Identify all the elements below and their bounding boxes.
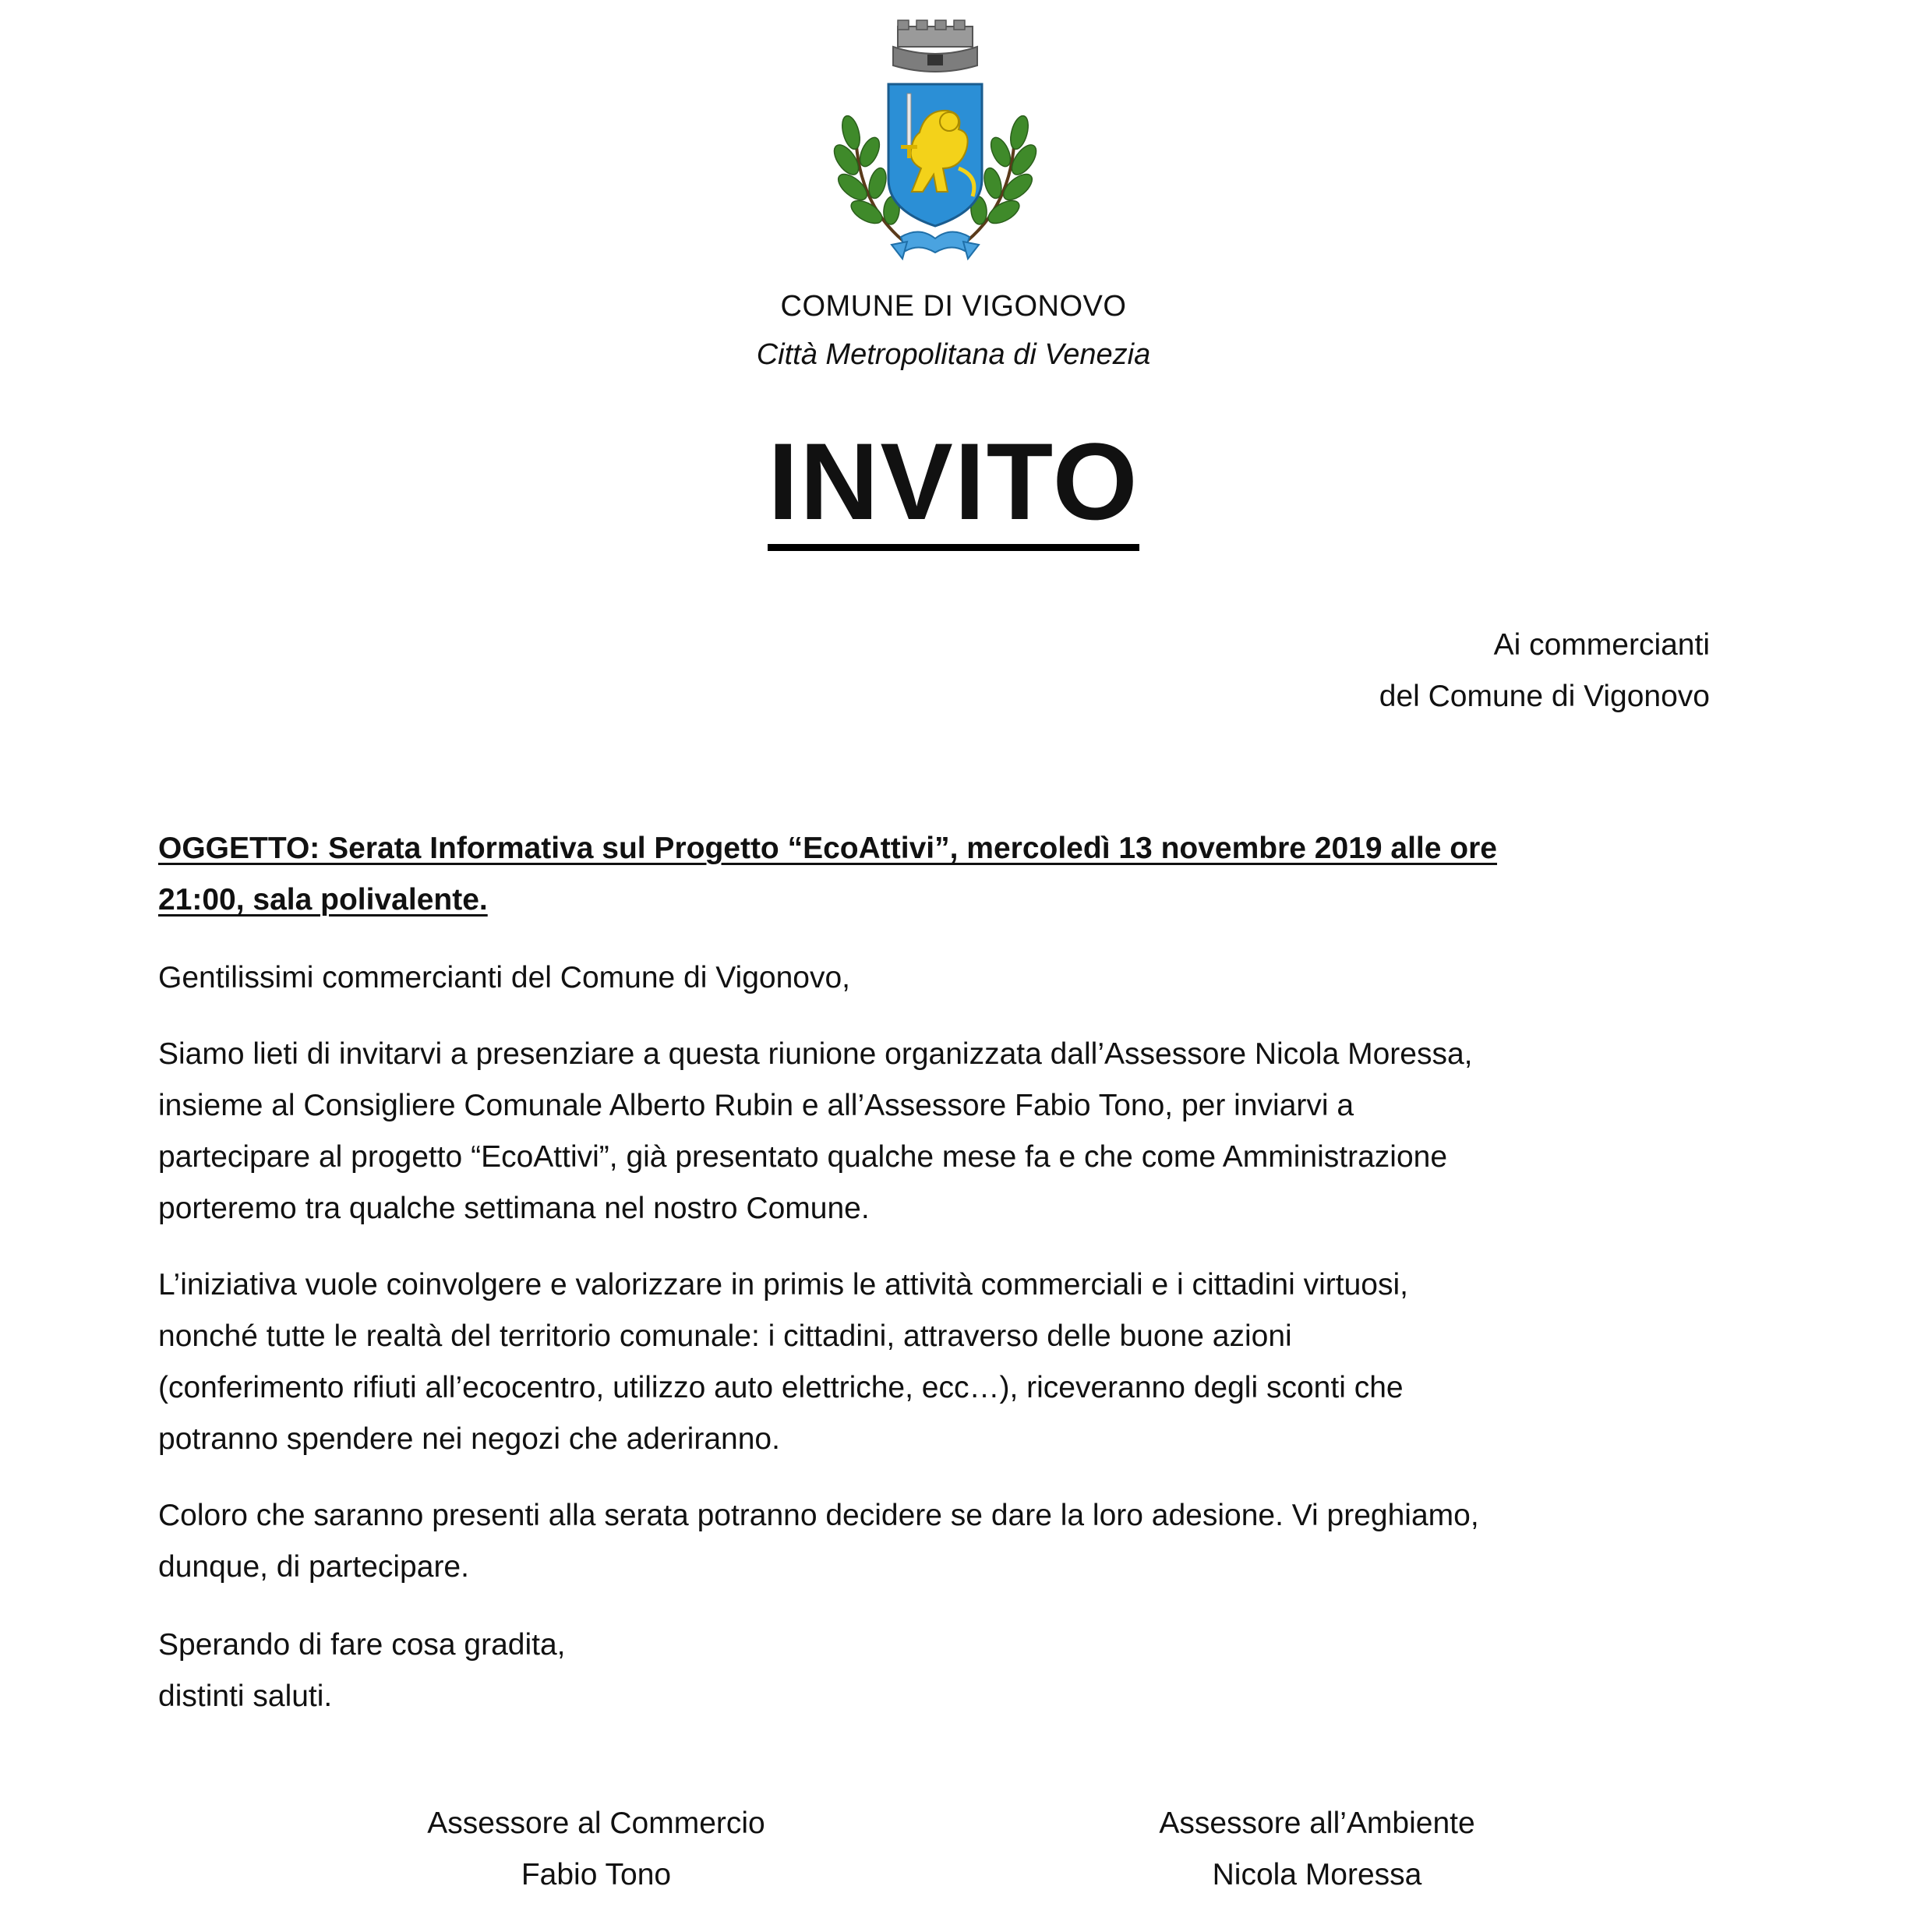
paragraph-line: Siamo lieti di invitarvi a presenziare a questa riunione organizzata dall’Assessore Nicola Moressa, [158, 1037, 1473, 1071]
paragraph-3 [158, 1490, 1732, 1593]
signature-role: Assessore al Commercio [427, 1807, 765, 1840]
recipient-line-1: Ai commercianti [1493, 628, 1710, 662]
paragraph-line: (conferimento rifiuti all’ecocentro, utilizzo auto elettriche, ecc…), riceveranno degli sconti che [158, 1371, 1404, 1404]
signature-ambiente [1044, 1798, 1590, 1901]
paragraph-1 [158, 1029, 1732, 1234]
subject-line [158, 823, 1732, 926]
signature-name: Nicola Moressa [1212, 1858, 1422, 1891]
paragraph-line: insieme al Consigliere Comunale Alberto Rubin e all’Assessore Fabio Tono, per inviarvi a [158, 1089, 1354, 1122]
paragraph-line: dunque, di partecipare. [158, 1550, 469, 1584]
paragraph-line: nonché tutte le realtà del territorio comunale: i cittadini, attraverso delle buone azioni [158, 1319, 1292, 1353]
subject-line-2: 21:00, sala polivalente. [158, 883, 488, 917]
closing-line-1: Sperando di fare cosa gradita, [158, 1628, 566, 1662]
closing [158, 1619, 1732, 1722]
paragraph-line: porteremo tra qualche settimana nel nostro Comune. [158, 1192, 870, 1225]
paragraph-line: partecipare al progetto “EcoAttivi”, già presentato qualche mese fa e che come Amministrazione [158, 1140, 1448, 1174]
title-text: INVITO [768, 427, 1139, 551]
signature-role: Assessore all’Ambiente [1159, 1807, 1475, 1840]
paragraph-line: L’iniziativa vuole coinvolgere e valorizzare in primis le attività commerciali e i cittadini virtuosi, [158, 1268, 1408, 1302]
closing-line-2: distinti saluti. [158, 1679, 333, 1713]
document-title [0, 420, 1907, 551]
signature-name: Fabio Tono [521, 1858, 672, 1891]
subject-line-1: OGGETTO: Serata Informativa sul Progetto “EcoAttivi”, mercoledì 13 novembre 2019 alle ore [158, 832, 1497, 865]
paragraph-line: potranno spendere nei negozi che aderiranno. [158, 1422, 780, 1456]
signature-commercio [323, 1798, 869, 1901]
recipient-block [1379, 620, 1710, 722]
paragraph-line: Coloro che saranno presenti alla serata potranno decidere se dare la loro adesione. Vi preghiamo, [158, 1499, 1479, 1532]
crown-icon [893, 20, 977, 72]
citta-metropolitana: Città Metropolitana di Venezia [756, 338, 1151, 371]
comune-name: COMUNE DI VIGONOVO [780, 290, 1127, 323]
greeting: Gentilissimi commercianti del Comune di Vigonovo, [158, 961, 850, 994]
ribbon-icon [892, 231, 979, 259]
coat-of-arms-icon [826, 16, 1044, 265]
paragraph-2 [158, 1259, 1732, 1465]
recipient-line-2: del Comune di Vigonovo [1379, 680, 1710, 713]
